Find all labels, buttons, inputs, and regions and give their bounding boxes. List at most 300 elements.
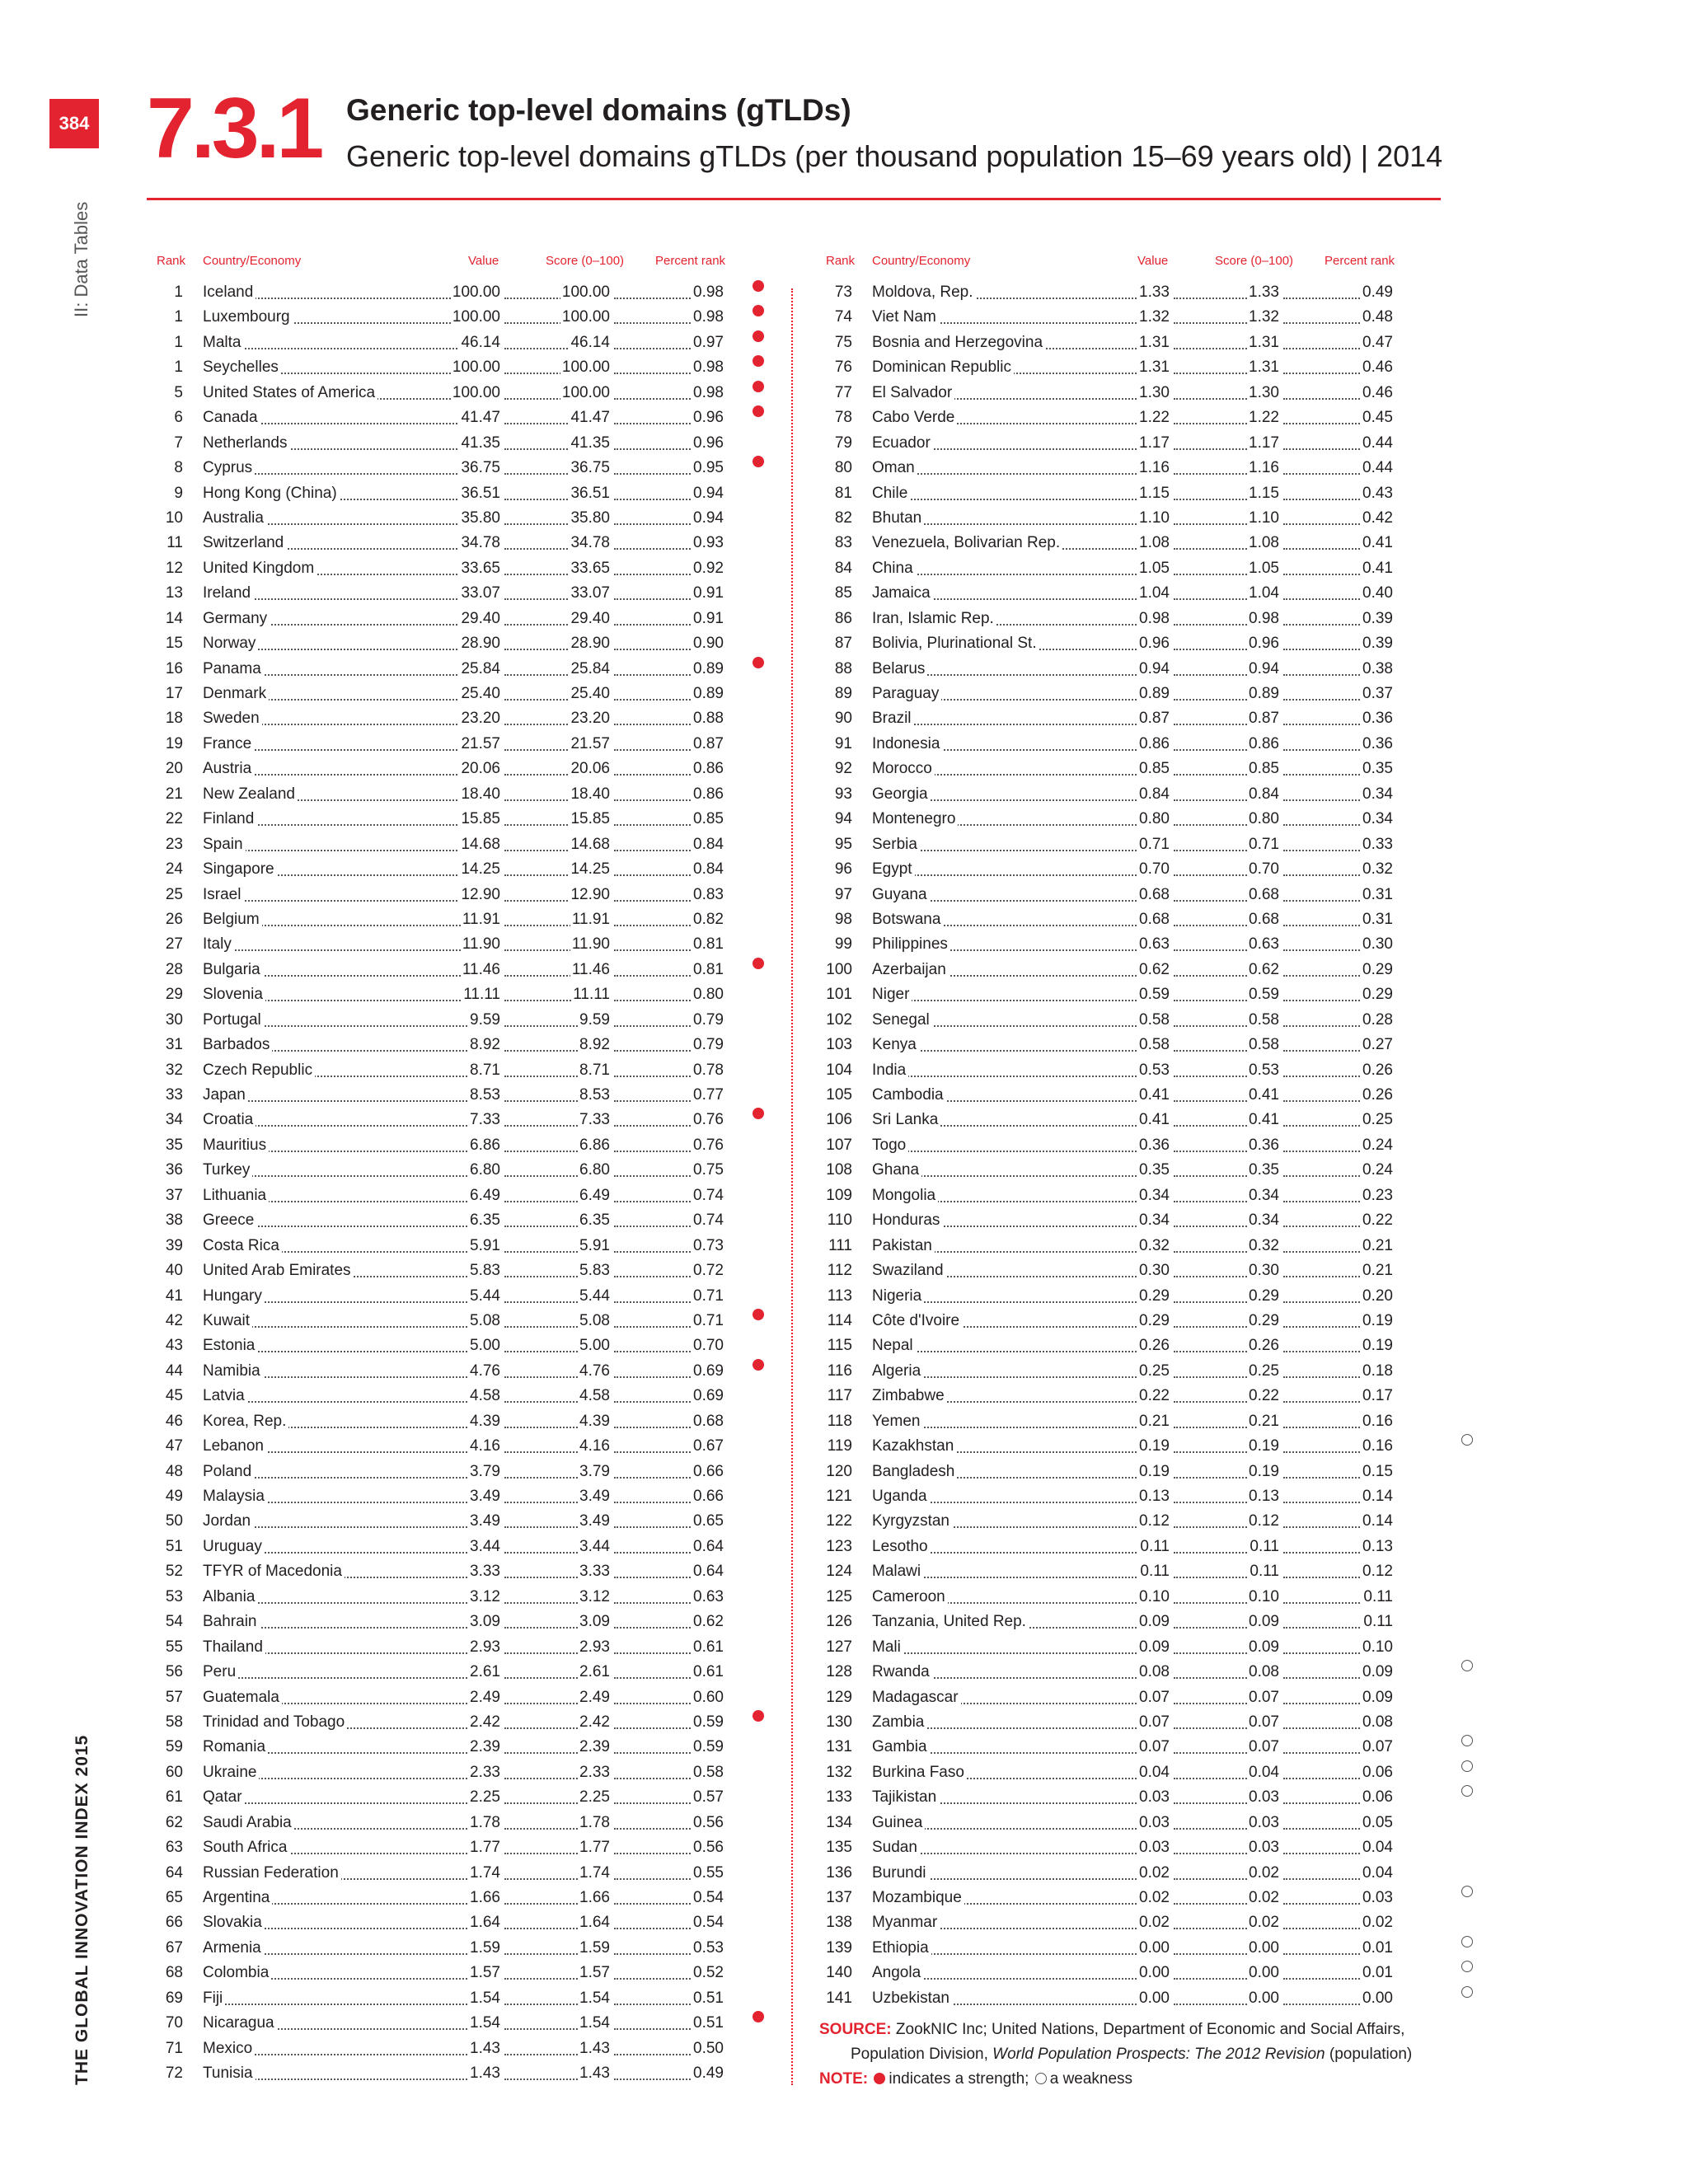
percent-rank-cell: 0.64 xyxy=(692,1535,724,1559)
value-cell: 3.79 xyxy=(468,1460,500,1484)
percent-rank-cell: 0.19 xyxy=(1361,1309,1393,1333)
rank-cell: 99 xyxy=(818,932,852,957)
table-row xyxy=(818,1936,1432,1961)
country-cell: Greece xyxy=(203,1208,256,1233)
table-row xyxy=(148,1258,762,1283)
percent-rank-cell: 0.34 xyxy=(1361,807,1393,832)
table-header xyxy=(818,247,1432,280)
table-row xyxy=(148,932,762,957)
table-row xyxy=(148,1509,762,1534)
leader-dots xyxy=(203,1677,500,1679)
percent-rank-cell: 0.12 xyxy=(1361,1559,1393,1584)
leader-dots xyxy=(203,348,500,349)
percent-rank-cell: 0.08 xyxy=(1361,1710,1393,1735)
percent-rank-cell: 0.53 xyxy=(692,1936,724,1961)
percent-rank-cell: 0.19 xyxy=(1361,1333,1393,1358)
score-cell: 100.00 xyxy=(560,305,610,330)
country-cell: Oman xyxy=(872,456,917,480)
value-cell: 14.68 xyxy=(459,832,500,857)
value-cell: 0.34 xyxy=(1137,1208,1170,1233)
rank-cell: 42 xyxy=(148,1309,183,1333)
rank-cell: 21 xyxy=(148,782,183,807)
table-row xyxy=(818,907,1432,932)
percent-rank-cell: 0.34 xyxy=(1361,782,1393,807)
score-cell: 34.78 xyxy=(569,531,610,555)
source-text-2a: Population Division, xyxy=(851,2046,993,2063)
value-cell: 0.41 xyxy=(1137,1108,1170,1132)
value-cell: 0.21 xyxy=(1137,1409,1170,1434)
score-cell: 0.86 xyxy=(1247,732,1279,757)
leader-dots xyxy=(203,2004,500,2005)
score-cell: 41.47 xyxy=(569,405,610,430)
table-row xyxy=(818,305,1432,330)
score-cell: 2.39 xyxy=(578,1735,610,1760)
rank-cell: 92 xyxy=(818,757,852,781)
percent-rank-cell: 0.75 xyxy=(692,1158,724,1183)
percent-rank-cell: 0.51 xyxy=(692,1986,724,2011)
country-cell: Romania xyxy=(203,1735,268,1760)
value-cell: 1.64 xyxy=(468,1910,500,1935)
country-cell: Hungary xyxy=(203,1284,265,1309)
table-row xyxy=(818,405,1432,430)
rank-cell: 68 xyxy=(148,1961,183,1985)
table-right xyxy=(818,247,1432,2011)
rank-cell: 77 xyxy=(818,381,852,405)
percent-rank-cell: 0.84 xyxy=(692,832,724,857)
country-cell: Morocco xyxy=(872,757,935,781)
value-cell: 0.00 xyxy=(1137,1936,1170,1961)
value-cell: 15.85 xyxy=(459,807,500,832)
country-cell: Burkina Faso xyxy=(872,1760,967,1785)
percent-rank-cell: 0.43 xyxy=(1361,481,1393,506)
rank-cell: 31 xyxy=(148,1033,183,1057)
value-cell: 0.02 xyxy=(1137,1861,1170,1886)
percent-rank-cell: 0.81 xyxy=(692,932,724,957)
percent-rank-cell: 0.06 xyxy=(1361,1760,1393,1785)
score-cell: 0.41 xyxy=(1247,1108,1279,1132)
country-cell: Costa Rica xyxy=(203,1234,282,1258)
percent-rank-cell: 0.88 xyxy=(692,706,724,731)
rank-cell: 81 xyxy=(818,481,852,506)
weakness-circle-icon xyxy=(1035,2073,1047,2084)
table-row xyxy=(818,531,1432,555)
percent-rank-cell: 0.96 xyxy=(692,405,724,430)
percent-rank-cell: 0.74 xyxy=(692,1208,724,1233)
rank-cell: 6 xyxy=(148,405,183,430)
percent-rank-cell: 0.02 xyxy=(1361,1910,1393,1935)
percent-rank-cell: 0.33 xyxy=(1361,832,1393,857)
score-cell: 33.65 xyxy=(569,556,610,581)
table-row xyxy=(148,1936,762,1961)
rank-cell: 125 xyxy=(818,1585,852,1610)
percent-rank-cell: 0.66 xyxy=(692,1484,724,1509)
score-cell: 36.51 xyxy=(569,481,610,506)
table-row xyxy=(818,1133,1432,1158)
score-cell: 0.03 xyxy=(1247,1785,1279,1810)
value-cell: 0.68 xyxy=(1137,907,1170,932)
rank-cell: 19 xyxy=(148,732,183,757)
score-cell: 25.40 xyxy=(569,682,610,706)
score-cell: 23.20 xyxy=(569,706,610,731)
table-row xyxy=(148,1484,762,1509)
value-cell: 1.31 xyxy=(1137,355,1170,380)
country-cell: Jamaica xyxy=(872,581,933,606)
strength-dot-icon xyxy=(753,355,764,367)
score-cell: 29.40 xyxy=(569,607,610,631)
rank-cell: 36 xyxy=(148,1158,183,1183)
country-cell: Panama xyxy=(203,657,264,682)
table-row xyxy=(148,1559,762,1584)
rank-cell: 73 xyxy=(818,280,852,305)
rank-cell: 119 xyxy=(818,1434,852,1459)
weakness-circle-icon xyxy=(1461,1735,1473,1746)
score-cell: 1.77 xyxy=(578,1835,610,1860)
percent-rank-cell: 0.21 xyxy=(1361,1234,1393,1258)
weakness-circle-icon xyxy=(1461,1760,1473,1772)
rank-cell: 79 xyxy=(818,431,852,456)
percent-rank-cell: 0.64 xyxy=(692,1559,724,1584)
table-row xyxy=(148,1835,762,1860)
strength-dot-icon xyxy=(753,1359,764,1371)
table-row xyxy=(148,1735,762,1760)
table-row xyxy=(148,1008,762,1033)
weakness-circle-icon xyxy=(1461,1936,1473,1947)
rank-cell: 61 xyxy=(148,1785,183,1810)
table-row xyxy=(818,1961,1432,1985)
value-cell: 0.13 xyxy=(1137,1484,1170,1509)
rank-cell: 7 xyxy=(148,431,183,456)
table-row xyxy=(148,405,762,430)
rank-cell: 93 xyxy=(818,782,852,807)
value-cell: 3.12 xyxy=(468,1585,500,1610)
value-cell: 1.33 xyxy=(1137,280,1170,305)
rank-cell: 32 xyxy=(148,1058,183,1083)
source-line-2 xyxy=(819,2042,1446,2067)
value-cell: 41.47 xyxy=(459,405,500,430)
country-cell: Venezuela, Bolivarian Rep. xyxy=(872,531,1062,555)
score-cell: 5.00 xyxy=(578,1333,610,1358)
value-cell: 0.41 xyxy=(1137,1083,1170,1108)
page-number-badge: 384 xyxy=(49,99,99,148)
note-text-1: indicates a strength; xyxy=(889,2070,1029,2088)
rank-cell: 18 xyxy=(148,706,183,731)
percent-rank-cell: 0.84 xyxy=(692,857,724,882)
table-row xyxy=(148,883,762,907)
table-row xyxy=(818,456,1432,480)
score-cell: 2.33 xyxy=(578,1760,610,1785)
percent-rank-cell: 0.32 xyxy=(1361,857,1393,882)
value-cell: 6.80 xyxy=(468,1158,500,1183)
percent-rank-cell: 0.58 xyxy=(692,1760,724,1785)
table-row xyxy=(818,1535,1432,1559)
percent-rank-cell: 0.36 xyxy=(1361,706,1393,731)
score-cell: 1.10 xyxy=(1247,506,1279,531)
score-cell: 1.16 xyxy=(1247,456,1279,480)
country-cell: Luxembourg xyxy=(203,305,293,330)
country-cell: Zimbabwe xyxy=(872,1384,947,1408)
rank-cell: 69 xyxy=(148,1986,183,2011)
score-cell: 3.49 xyxy=(578,1509,610,1534)
table-row xyxy=(148,1033,762,1057)
country-cell: Tanzania, United Rep. xyxy=(872,1610,1029,1634)
score-cell: 0.87 xyxy=(1247,706,1279,731)
country-cell: Iran, Islamic Rep. xyxy=(872,607,996,631)
value-cell: 1.57 xyxy=(468,1961,500,1985)
table-row xyxy=(148,757,762,781)
strength-dot-icon xyxy=(753,381,764,392)
percent-rank-cell: 0.31 xyxy=(1361,907,1393,932)
country-cell: Yemen xyxy=(872,1409,922,1434)
score-cell: 11.11 xyxy=(571,982,610,1007)
table-row xyxy=(818,1760,1432,1785)
rank-cell: 38 xyxy=(148,1208,183,1233)
score-cell: 0.13 xyxy=(1247,1484,1279,1509)
table-row xyxy=(148,958,762,982)
value-cell: 4.16 xyxy=(468,1434,500,1459)
percent-rank-cell: 0.24 xyxy=(1361,1133,1393,1158)
country-cell: South Africa xyxy=(203,1835,289,1860)
value-cell: 1.74 xyxy=(468,1861,500,1886)
table-row xyxy=(818,1886,1432,1910)
table-row xyxy=(148,782,762,807)
table-row xyxy=(148,1710,762,1735)
score-cell: 5.08 xyxy=(578,1309,610,1333)
table-row xyxy=(148,1058,762,1083)
country-cell: Qatar xyxy=(203,1785,245,1810)
header-value: Value xyxy=(468,254,499,268)
country-cell: Portugal xyxy=(203,1008,264,1033)
strength-dot-icon xyxy=(753,456,764,467)
country-cell: Czech Republic xyxy=(203,1058,315,1083)
value-cell: 3.09 xyxy=(468,1610,500,1634)
table-row xyxy=(818,1986,1432,2011)
percent-rank-cell: 0.86 xyxy=(692,782,724,807)
country-cell: Mauritius xyxy=(203,1133,269,1158)
strength-dot-icon xyxy=(753,2011,764,2022)
country-cell: Serbia xyxy=(872,832,920,857)
table-row xyxy=(818,1333,1432,1358)
table-row xyxy=(818,355,1432,380)
source-publication: World Population Prospects: The 2012 Revision xyxy=(992,2046,1325,2063)
percent-rank-cell: 0.47 xyxy=(1361,330,1393,355)
value-cell: 5.44 xyxy=(468,1284,500,1309)
percent-rank-cell: 0.79 xyxy=(692,1033,724,1057)
rank-cell: 66 xyxy=(148,1910,183,1935)
weakness-circle-icon xyxy=(1461,1785,1473,1797)
value-cell: 2.61 xyxy=(468,1660,500,1685)
country-cell: Slovenia xyxy=(203,982,265,1007)
country-cell: Azerbaijan xyxy=(872,958,949,982)
score-cell: 0.07 xyxy=(1247,1685,1279,1710)
value-cell: 100.00 xyxy=(451,355,500,380)
table-row xyxy=(818,431,1432,456)
table-header xyxy=(148,247,762,280)
table-row xyxy=(818,732,1432,757)
country-cell: Lebanon xyxy=(203,1434,266,1459)
country-cell: Bangladesh xyxy=(872,1460,957,1484)
percent-rank-cell: 0.03 xyxy=(1361,1886,1393,1910)
score-cell: 4.76 xyxy=(578,1359,610,1384)
rank-cell: 91 xyxy=(818,732,852,757)
table-row xyxy=(818,1183,1432,1208)
percent-rank-cell: 0.71 xyxy=(692,1309,724,1333)
score-cell: 33.07 xyxy=(569,581,610,606)
table-row xyxy=(818,1735,1432,1760)
rank-cell: 130 xyxy=(818,1710,852,1735)
score-cell: 0.29 xyxy=(1247,1309,1279,1333)
percent-rank-cell: 0.09 xyxy=(1361,1660,1393,1685)
value-cell: 11.46 xyxy=(461,958,500,982)
rank-cell: 20 xyxy=(148,757,183,781)
country-cell: Montenegro xyxy=(872,807,958,832)
side-label-section xyxy=(64,194,91,317)
score-cell: 0.58 xyxy=(1247,1008,1279,1033)
value-cell: 1.10 xyxy=(1137,506,1170,531)
country-cell: Madagascar xyxy=(872,1685,961,1710)
table-row xyxy=(818,832,1432,857)
leader-dots xyxy=(203,1802,500,1804)
country-cell: Colombia xyxy=(203,1961,271,1985)
value-cell: 4.58 xyxy=(468,1384,500,1408)
country-cell: Ukraine xyxy=(203,1760,259,1785)
score-cell: 8.92 xyxy=(578,1033,610,1057)
value-cell: 7.33 xyxy=(468,1108,500,1132)
percent-rank-cell: 0.59 xyxy=(692,1710,724,1735)
score-cell: 5.83 xyxy=(578,1258,610,1283)
rank-cell: 107 xyxy=(818,1133,852,1158)
header-country: Country/Economy xyxy=(203,254,302,268)
rank-cell: 116 xyxy=(818,1359,852,1384)
country-cell: France xyxy=(203,732,254,757)
country-cell: Myanmar xyxy=(872,1910,940,1935)
rank-cell: 26 xyxy=(148,907,183,932)
value-cell: 100.00 xyxy=(451,280,500,305)
table-row xyxy=(148,1610,762,1634)
percent-rank-cell: 0.10 xyxy=(1361,1635,1393,1660)
value-cell: 2.33 xyxy=(468,1760,500,1785)
value-cell: 0.00 xyxy=(1137,1986,1170,2011)
score-cell: 0.32 xyxy=(1247,1234,1279,1258)
rank-cell: 98 xyxy=(818,907,852,932)
rank-cell: 95 xyxy=(818,832,852,857)
score-cell: 2.49 xyxy=(578,1685,610,1710)
table-row xyxy=(148,1158,762,1183)
value-cell: 1.59 xyxy=(468,1936,500,1961)
score-cell: 5.44 xyxy=(578,1284,610,1309)
percent-rank-cell: 0.45 xyxy=(1361,405,1393,430)
table-row xyxy=(818,1910,1432,1935)
table-body xyxy=(818,280,1432,2011)
table-row xyxy=(148,1133,762,1158)
rank-cell: 76 xyxy=(818,355,852,380)
value-cell: 0.08 xyxy=(1137,1660,1170,1685)
table-row xyxy=(148,1635,762,1660)
value-cell: 0.36 xyxy=(1137,1133,1170,1158)
country-cell: Viet Nam xyxy=(872,305,939,330)
country-cell: Uzbekistan xyxy=(872,1986,952,2011)
score-cell: 0.00 xyxy=(1247,1961,1279,1985)
rank-cell: 126 xyxy=(818,1610,852,1634)
table-row xyxy=(148,381,762,405)
table-row xyxy=(818,1359,1432,1384)
value-cell: 0.25 xyxy=(1137,1359,1170,1384)
score-cell: 2.25 xyxy=(578,1785,610,1810)
country-cell: Guinea xyxy=(872,1811,925,1835)
table-row xyxy=(818,330,1432,355)
table-row xyxy=(148,1585,762,1610)
value-cell: 2.49 xyxy=(468,1685,500,1710)
note-text-2: a weakness xyxy=(1049,2070,1133,2088)
country-cell: Slovakia xyxy=(203,1910,265,1935)
table-row xyxy=(818,1108,1432,1132)
country-cell: Estonia xyxy=(203,1333,257,1358)
table-row xyxy=(818,1058,1432,1083)
rank-cell: 14 xyxy=(148,607,183,631)
country-cell: Honduras xyxy=(872,1208,942,1233)
country-cell: Barbados xyxy=(203,1033,272,1057)
score-cell: 6.86 xyxy=(578,1133,610,1158)
country-cell: Hong Kong (China) xyxy=(203,481,340,506)
score-cell: 2.93 xyxy=(578,1635,610,1660)
country-cell: Bosnia and Herzegovina xyxy=(872,330,1045,355)
country-cell: Indonesia xyxy=(872,732,942,757)
table-row xyxy=(148,1309,762,1333)
rank-cell: 9 xyxy=(148,481,183,506)
table-row xyxy=(148,631,762,656)
country-cell: Chile xyxy=(872,481,910,506)
weakness-circle-icon xyxy=(1461,1886,1473,1897)
score-cell: 0.30 xyxy=(1247,1258,1279,1283)
score-cell: 6.49 xyxy=(578,1183,610,1208)
score-cell: 1.04 xyxy=(1247,581,1279,606)
country-cell: Kazakhstan xyxy=(872,1434,956,1459)
table-row xyxy=(148,982,762,1007)
rank-cell: 136 xyxy=(818,1861,852,1886)
country-cell: Pakistan xyxy=(872,1234,935,1258)
score-cell: 1.43 xyxy=(578,2061,610,2086)
percent-rank-cell: 0.52 xyxy=(692,1961,724,1985)
rank-cell: 124 xyxy=(818,1559,852,1584)
table-row xyxy=(818,1685,1432,1710)
value-cell: 0.58 xyxy=(1137,1008,1170,1033)
table-row xyxy=(818,1158,1432,1183)
country-cell: Uganda xyxy=(872,1484,930,1509)
country-cell: Cameroon xyxy=(872,1585,948,1610)
percent-rank-cell: 0.78 xyxy=(692,1058,724,1083)
percent-rank-cell: 0.91 xyxy=(692,581,724,606)
value-cell: 0.89 xyxy=(1137,682,1170,706)
percent-rank-cell: 0.36 xyxy=(1361,732,1393,757)
score-cell: 0.19 xyxy=(1247,1434,1279,1459)
country-cell: El Salvador xyxy=(872,381,954,405)
strength-dot-icon xyxy=(753,305,764,316)
percent-rank-cell: 0.69 xyxy=(692,1384,724,1408)
percent-rank-cell: 0.97 xyxy=(692,330,724,355)
table-body xyxy=(148,280,762,2087)
score-cell: 1.30 xyxy=(1247,381,1279,405)
score-cell: 0.09 xyxy=(1247,1635,1279,1660)
header-percent-rank: Percent rank xyxy=(1325,254,1395,268)
table-row xyxy=(148,2061,762,2086)
rank-cell: 80 xyxy=(818,456,852,480)
country-cell: Trinidad and Tobago xyxy=(203,1710,347,1735)
value-cell: 23.20 xyxy=(459,706,500,731)
score-cell: 0.07 xyxy=(1247,1735,1279,1760)
country-cell: Cyprus xyxy=(203,456,255,480)
rank-cell: 17 xyxy=(148,682,183,706)
percent-rank-cell: 0.74 xyxy=(692,1183,724,1208)
value-cell: 6.49 xyxy=(468,1183,500,1208)
